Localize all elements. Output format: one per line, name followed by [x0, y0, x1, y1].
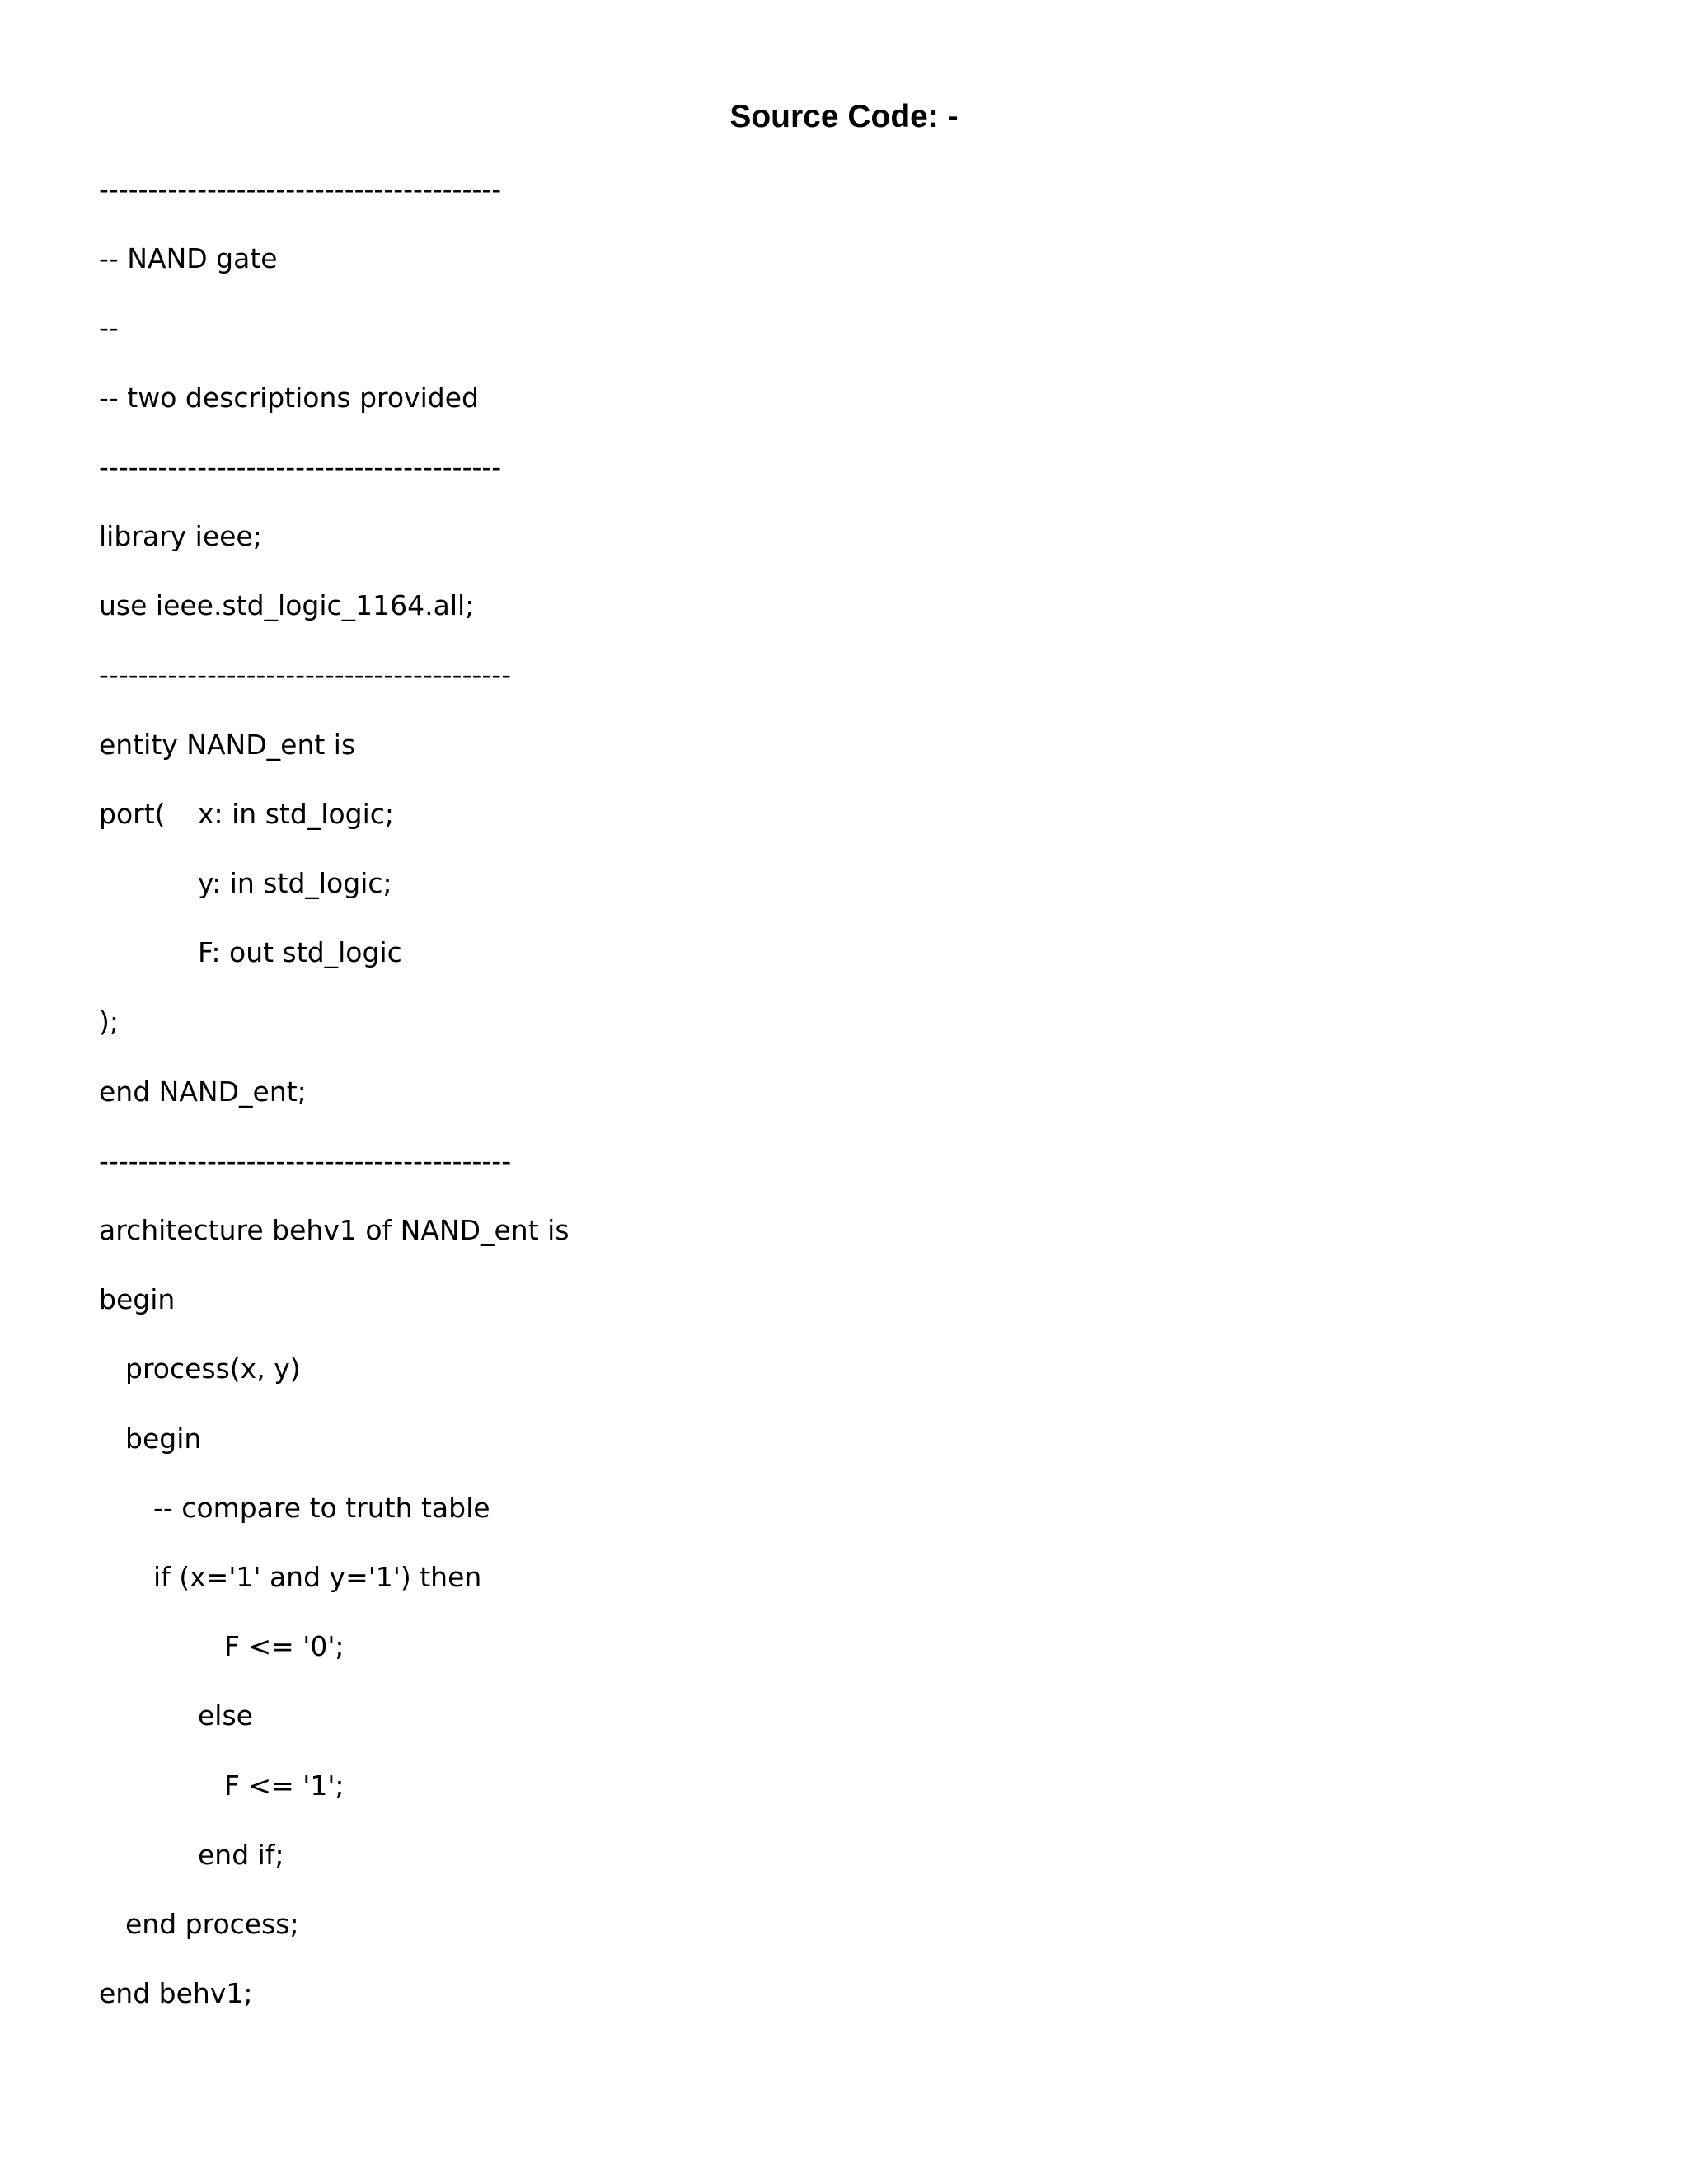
code-line-text: entity NAND_ent is	[99, 728, 356, 761]
code-line-text: process(x, y)	[125, 1352, 301, 1385]
code-line-text: x: in std_logic;	[198, 797, 395, 830]
code-line-text: F <= '1';	[224, 1769, 345, 1802]
code-line-text: ------------------------------------------	[99, 658, 512, 691]
code-line-text: F <= '0';	[224, 1630, 345, 1663]
code-line-text: library ieee;	[99, 520, 262, 552]
page-title: Source Code: -	[729, 99, 959, 134]
code-line-text: -----------------------------------------	[99, 173, 502, 205]
code-line-text: ------------------------------------------	[99, 1144, 512, 1177]
code-line-text: if (x='1' and y='1') then	[153, 1561, 482, 1593]
code-line-text: end process;	[125, 1908, 299, 1940]
code-line-text: end NAND_ent;	[99, 1075, 307, 1108]
code-line-text: end behv1;	[99, 1977, 253, 2010]
code-line-text: y: in std_logic;	[198, 867, 392, 899]
code-line-text: architecture behv1 of NAND_ent is	[99, 1214, 570, 1246]
code-line-text: use ieee.std_logic_1164.all;	[99, 589, 475, 622]
code-line-text: begin	[99, 1283, 176, 1316]
code-line-text: -- compare to truth table	[153, 1491, 490, 1524]
code-line-text: );	[99, 1005, 119, 1038]
code-line-text: -- NAND gate	[99, 242, 278, 275]
code-line-text: -- two descriptions provided	[99, 381, 479, 414]
code-line-text: port(	[99, 797, 166, 830]
code-line-text: --	[99, 312, 119, 344]
code-line-text: -----------------------------------------	[99, 450, 502, 483]
code-line-text: F: out std_logic	[198, 936, 402, 969]
code-line-text: end if;	[198, 1838, 284, 1871]
code-line-text: begin	[125, 1422, 202, 1455]
code-line-text: else	[198, 1699, 253, 1732]
